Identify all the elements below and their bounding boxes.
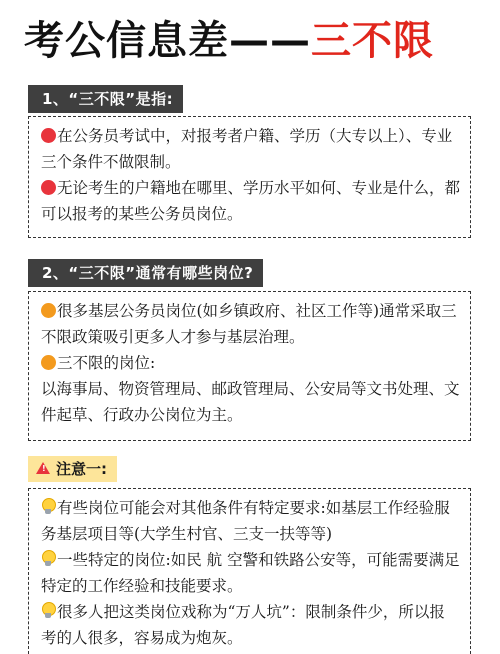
section1-item-1: 在公务员考试中，对报考者户籍、学历（大专以上）、专业三个条件不做限制。 [41, 127, 453, 171]
note-box [28, 488, 471, 654]
title-main: 考公信息差—— [24, 18, 311, 64]
lightbulb-icon [41, 550, 55, 567]
red-circle-icon [41, 128, 56, 143]
lightbulb-icon [41, 498, 55, 515]
orange-circle-icon [41, 355, 56, 370]
lightbulb-icon [41, 602, 55, 619]
note-item-1: 有些岗位可能会对其他条件有特定要求:如基层工作经验服务基层项目等(大学生村官、三支一扶等等) [41, 499, 450, 543]
section1-heading: 1、“三不限”是指: [28, 85, 183, 113]
note-item-2: 一些特定的岗位:如民 航 空警和铁路公安等，可能需要满足特定的工作经验和技能要求。 [41, 551, 460, 595]
page-title [24, 10, 484, 72]
section2-item-2: 三不限的岗位: [41, 350, 460, 376]
note-item-3: 很多人把这类岗位戏称为“万人坑”：限制条件少，所以报考的人很多，容易成为炮灰。 [41, 603, 445, 647]
orange-circle-icon [41, 303, 56, 318]
warning-icon: ! [36, 462, 50, 474]
note-heading: ! 注意一: [28, 456, 117, 482]
section2-box [28, 291, 471, 441]
section2-heading: 2、“三不限”通常有哪些岗位? [28, 259, 263, 287]
section2-item-1: 很多基层公务员岗位(如乡镇政府、社区工作等)通常采取三不限政策吸引更多人才参与基层治理。 [41, 302, 457, 346]
section1-box [28, 116, 471, 238]
section1-item-2: 无论考生的户籍地在哪里、学历水平如何、专业是什么，都可以报考的某些公务员岗位。 [41, 179, 461, 223]
title-highlight: 三不限 [311, 18, 434, 64]
red-circle-icon [41, 180, 56, 195]
section2-item-3: 以海事局、物资管理局、邮政管理局、公安局等文书处理、文件起草、行政办公岗位为主。 [41, 380, 460, 424]
